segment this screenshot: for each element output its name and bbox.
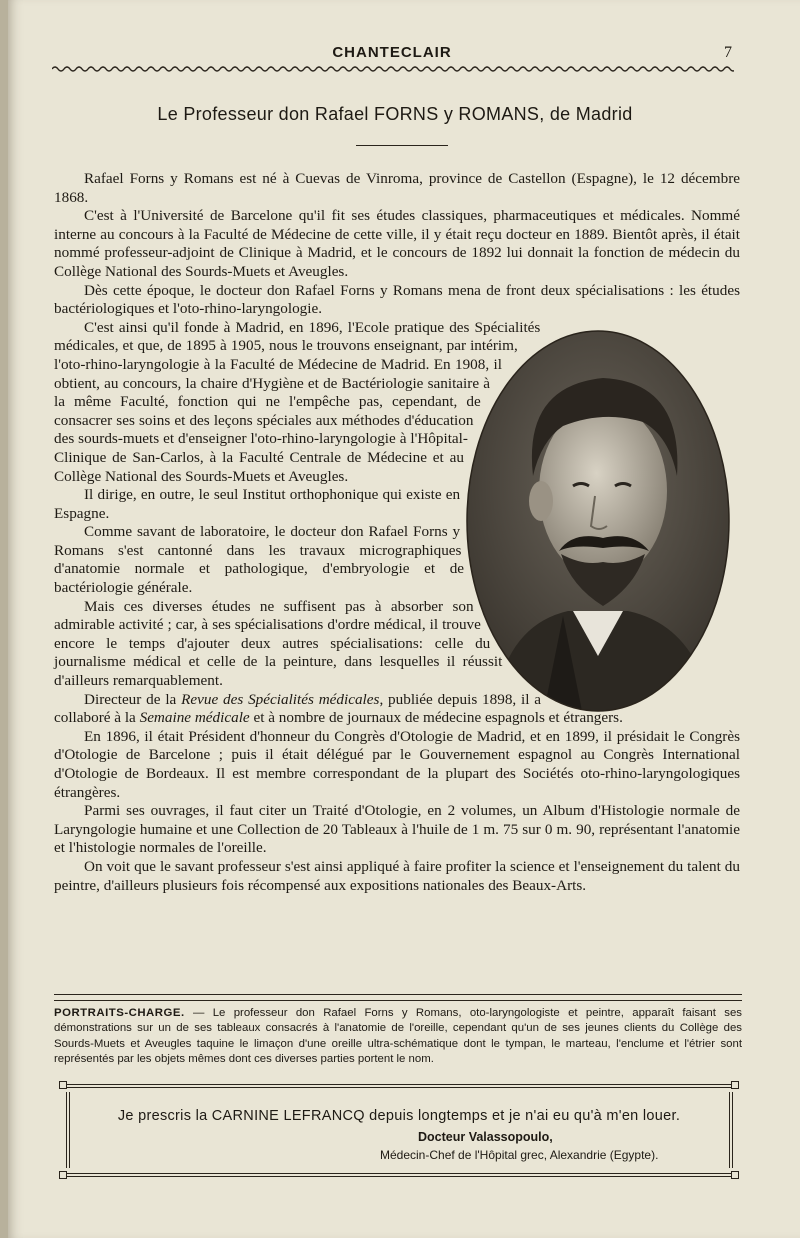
ad-corner-ornament <box>59 1081 67 1089</box>
ad-border-bottom-inner <box>62 1173 736 1174</box>
masthead: CHANTECLAIR <box>332 44 452 61</box>
caption-label: PORTRAITS-CHARGE. <box>54 1007 185 1019</box>
ad-border-top <box>62 1084 736 1085</box>
paragraph: Mais ces diverses études ne suffisent pas à absorber son admirable activité ; car, à ses spécialisations d'ordre médical, il trouve encore le temps d'ajouter deux autres spécialisations: celle du journalisme médical et celle de la peinture, dans lesquelles il réussit d'ailleurs remarquablement. <box>54 597 503 690</box>
ad-border-left-inner <box>69 1092 70 1168</box>
title-rule <box>356 145 448 146</box>
ad-border-left <box>66 1092 67 1168</box>
ad-corner-ornament <box>731 1171 739 1179</box>
article-title: Le Professeur don Rafael FORNS y ROMANS, de Madrid <box>157 104 633 124</box>
journal-title: Revue des Spécialités médicales <box>181 690 380 708</box>
page-number: 7 <box>724 44 732 61</box>
portrait-photo <box>463 326 733 716</box>
paragraph: Dès cette époque, le docteur don Rafael Forns y Romans mena de front deux spécialisations : les études bactériologiques et l'oto-rhino-laryngologie. <box>54 281 740 318</box>
binding-edge <box>0 0 8 1238</box>
ad-border-right <box>732 1092 733 1168</box>
paragraph: Parmi ses ouvrages, il faut citer un Traité d'Otologie, en 2 volumes, un Album d'Histologie normale de Laryngologie humaine et une Collection de 20 Tableaux à l'huile de 1 m. 75 sur 0 m. 90, représentant l'anatomie et l'histologie normales de l'oreille. <box>54 802 740 857</box>
paragraph-text: Directeur de la <box>84 690 182 708</box>
paragraph: C'est à l'Université de Barcelone qu'il fit ses études classiques, pharmaceutiques et médicales. Nommé interne au concours à la Faculté de Médecine de cette ville, il y était reçu docteur en 1889. Bientôt après, il était nommé professeur-adjoint de Clinique à Madrid, et le concours de 1892 lui donnait la fonction de médecin du Collège National des Sourds-Muets et Aveugles. <box>54 207 740 280</box>
ad-border-bottom <box>62 1176 736 1177</box>
double-rule <box>54 994 742 1001</box>
page <box>8 0 800 1238</box>
ad-testimonial: Je prescris la CARNINE LEFRANCQ depuis longtemps et je n'ai eu qu'à m'en louer. <box>117 1108 681 1124</box>
caption <box>54 1006 742 1068</box>
wavy-header-rule <box>52 62 734 76</box>
ad-corner-ornament <box>731 1081 739 1089</box>
paragraph: On voit que le savant professeur s'est ainsi appliqué à faire profiter la science et l'enseignement du talent du peintre, d'ailleurs plusieurs fois récompensé aux expositions nationales des Beaux-Arts. <box>54 857 740 894</box>
paragraph-text: et à nombre de journaux de médecine espagnols et étrangers. <box>249 709 623 727</box>
ad-border-right-inner <box>729 1092 730 1168</box>
paragraph: Comme savant de laboratoire, le docteur don Rafael Forns y Romans s'est cantonné dans les travaux micrographiques d'anatomie normale et pathologique, d'embryologie et de bactériologie générale. <box>54 523 465 597</box>
paragraph: En 1896, il était Président d'honneur du Congrès d'Otologie de Madrid, et en 1899, il présidait le Congrès d'Otologie de Barcelone ; puis il était délégué par le Gouvernement espagnol au Congrès International d'Otologie de Bordeaux. Il est membre correspondant de la plupart des Sociétés oto-rhino-laryngologiques étrangères. <box>54 727 740 801</box>
ad-signatory-role: Médecin-Chef de l'Hôpital grec, Alexandrie (Egypte). <box>380 1148 659 1162</box>
ad-border-top-inner <box>62 1087 736 1088</box>
ad-signature: Docteur Valassopoulo, <box>418 1130 553 1144</box>
journal-title: Semaine médicale <box>139 709 250 727</box>
paragraph: Il dirige, en outre, le seul Institut orthophonique qui existe en Espagne. <box>54 486 461 522</box>
advertisement-box <box>58 1080 740 1180</box>
ad-corner-ornament <box>59 1171 67 1179</box>
paragraph: Rafael Forns y Romans est né à Cuevas de Vinroma, province de Castellon (Espagne), le 12 décembre 1868. <box>54 170 740 206</box>
caption-text: — Le professeur don Rafael Forns y Romans, oto-laryngologiste et peintre, apparaît faisant ses démonstrations sur un de ses tableaux consacrés à l'anatomie de l'oreille, cependant qu'un de ses jeunes clients du Collège des Sourds-Muets et Aveugles taquine le limaçon d'une oreille ultra-schématique dont le tympan, le marteau, l'enclume et l'étrier sont représentés par les objets mêmes dont ces diverses parties portent le nom. <box>54 1007 742 1066</box>
paragraph: C'est ainsi qu'il fonde à Madrid, en 1896, l'Ecole pratique des Spécialités médicales, et que, de 1895 à 1905, nous le trouvons enseignant, par intérim, l'oto-rhino-laryngologie à la Faculté de Médecine de Madrid. En 1908, il obtient, au concours, la chaire d'Hygiène et de Bactériologie sanitaire à la même Faculté, fonction qui ne l'empêche pas, cependant, de consacrer ses soins et des leçons spéciales aux méthodes d'éducation des sourds-muets et d'enseigner l'oto-rhino-laryngologie à l'Hôpital-Clinique de San-Carlos, à la Faculté Centrale de Médecine et au Collège National des Sourds-Muets et Aveugles. <box>54 318 541 485</box>
paragraph-text: , publiée depuis 1898, il a collaboré à la <box>54 690 542 727</box>
